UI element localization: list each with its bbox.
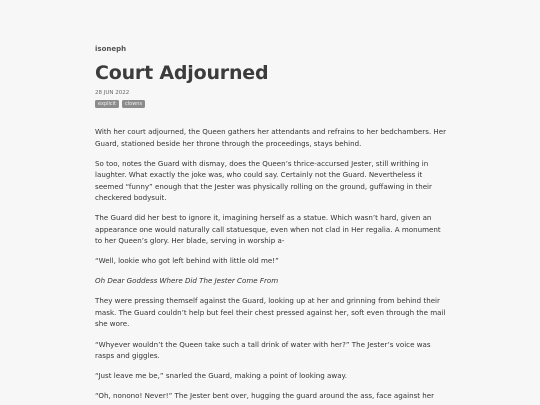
paragraph: So too, notes the Guard with dismay, does the Queen’s thrice-accursed Jester, still writhing in laughter. What exactly the joke was, who could say. Certainly not the Guard. Nevertheless it seemed “funny” enough that the Jester was physically rolling on the ground, guffawing in their checkered bodysuit. [95,158,432,203]
post-body [95,126,447,402]
paragraph-italic: Oh Dear Goddess Where Did The Jester Come From [95,276,279,286]
author-link[interactable]: isoneph [95,45,127,53]
paragraph: “Just leave me be,” snarled the Guard, making a point of looking away. [95,371,347,381]
paragraph: The Guard did her best to ignore it, imagining herself as a statue. Which wasn’t hard, given an appearance one would naturally call statuesque, even when not clad in Her regalia. A monument to her Queen’s glory. Her blade, serving in worship a- [95,213,441,246]
paragraph: “Whyever wouldn’t the Queen take such a tall drink of water with her?” The Jester’s voice was rasps and giggles. [95,339,431,361]
paragraph: With her court adjourned, the Queen gathers her attendants and refrains to her bedchambers. Her Guard, stationed beside her throne through the proceedings, stays behind. [95,127,447,148]
post-date: 28 JUN 2022 [95,90,130,96]
tag-clowns[interactable]: clowns [122,100,145,108]
tag-explicit[interactable]: explicit [95,100,119,108]
paragraph: “Oh, nonono! Never!” The Jester bent over, hugging the guard around the ass, face against her [95,391,435,401]
post-title: Court Adjourned [95,62,269,84]
paragraph: They were pressing themself against the Guard, looking up at her and grinning from behind their mask. The Guard couldn’t help but feel their chest pressed against her, soft even through the mail she wore. [95,296,446,329]
paragraph: “Well, lookie who got left behind with little old me!” [95,256,279,266]
tag-list [95,100,447,108]
article [95,36,447,405]
